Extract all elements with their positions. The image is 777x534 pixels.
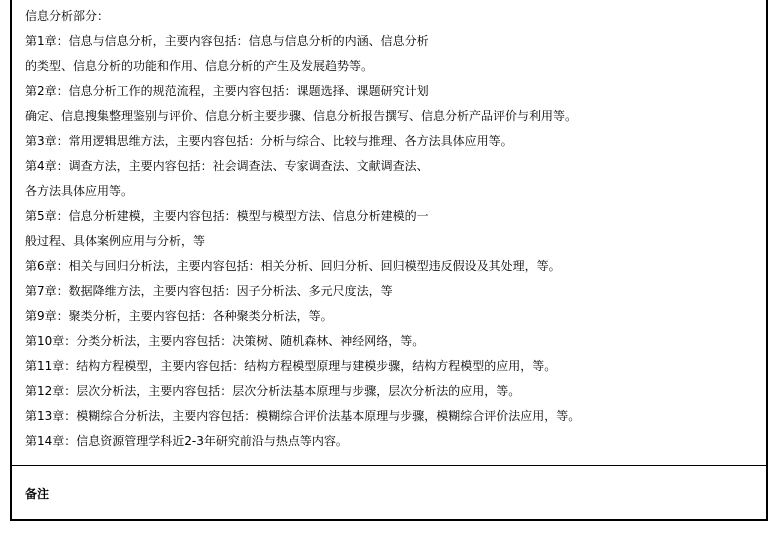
text-line: 第14章：信息资源管理学科近2-3年研究前沿与热点等内容。 xyxy=(25,434,348,448)
text-line: 第9章：聚类分析，主要内容包括：各种聚类分析法，等。 xyxy=(25,309,333,323)
text-line: 第1章：信息与信息分析，主要内容包括：信息与信息分析的内涵、信息分析 xyxy=(25,34,429,48)
text-line: 各方法具体应用等。 xyxy=(25,184,134,198)
text-line: 第5章：信息分析建模，主要内容包括：模型与模型方法、信息分析建模的一 xyxy=(25,209,429,223)
text-line: 第4章：调查方法，主要内容包括：社会调查法、专家调查法、文献调查法、 xyxy=(25,159,429,173)
text-line: 的类型、信息分析的功能和作用、信息分析的产生及发展趋势等。 xyxy=(25,59,374,73)
text-line: 第13章：模糊综合分析法，主要内容包括：模糊综合评价法基本原理与步骤，模糊综合评价法应用，等。 xyxy=(25,409,581,423)
text-line: 信息分析部分： xyxy=(25,9,110,23)
text-line: 第6章：相关与回归分析法，主要内容包括：相关分析、回归分析、回归模型违反假设及其处理，等。 xyxy=(25,259,561,273)
text-line: 第3章：常用逻辑思维方法，主要内容包括：分析与综合、比较与推理、各方法具体应用等。 xyxy=(25,134,513,148)
content-cell xyxy=(12,0,766,466)
remark-label: 备注 xyxy=(25,487,50,501)
text-line: 第11章：结构方程模型，主要内容包括：结构方程模型原理与建模步骤，结构方程模型的应用，等。 xyxy=(25,359,557,373)
text-line: 确定、信息搜集整理鉴别与评价、信息分析主要步骤、信息分析报告撰写、信息分析产品评价与利用等。 xyxy=(25,109,578,123)
text-line: 第7章：数据降维方法，主要内容包括：因子分析法、多元尺度法，等 xyxy=(25,284,393,298)
text-line: 般过程、具体案例应用与分析，等 xyxy=(25,234,206,248)
text-line: 第2章：信息分析工作的规范流程，主要内容包括：课题选择、课题研究计划 xyxy=(25,84,429,98)
text-line: 第12章：层次分析法，主要内容包括：层次分析法基本原理与步骤，层次分析法的应用，等。 xyxy=(25,384,521,398)
table-frame xyxy=(10,0,768,521)
text-line: 第10章：分类分析法，主要内容包括：决策树、随机森林、神经网络，等。 xyxy=(25,334,425,348)
